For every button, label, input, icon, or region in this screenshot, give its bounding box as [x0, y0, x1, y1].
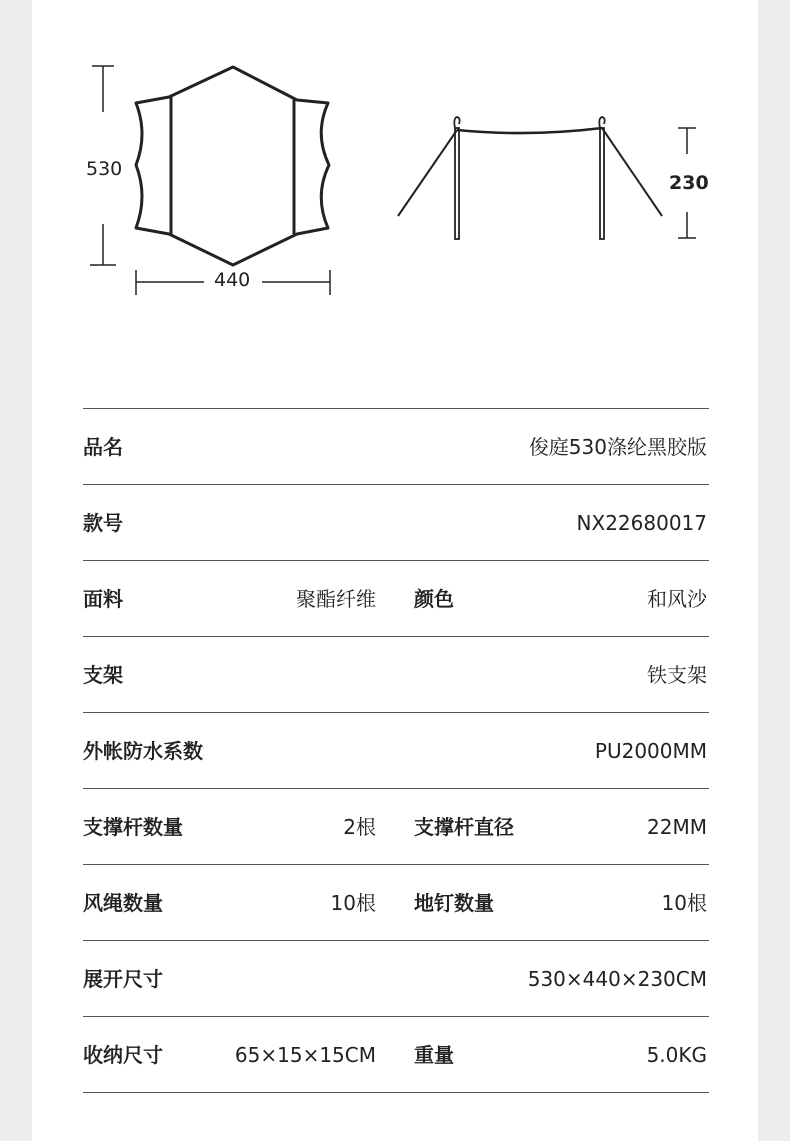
spec-value: 10根 [330, 891, 376, 915]
spec-row-frame [83, 637, 709, 713]
tarp-side-view [398, 117, 662, 239]
tarp-top-view [136, 67, 329, 265]
spec-value: NX22680017 [576, 511, 707, 535]
spec-label: 风绳数量 [83, 891, 163, 915]
spec-row-unfolded-size [83, 941, 709, 1017]
height-530-label: 530 [86, 158, 123, 180]
spec-value: 65×15×15CM [234, 1043, 376, 1067]
product-spec-page [32, 0, 758, 1141]
spec-label: 品名 [83, 435, 123, 459]
spec-value: 530×440×230CM [527, 967, 707, 991]
spec-value-2: 10根 [661, 891, 707, 915]
spec-row-poles [83, 789, 709, 865]
spec-row-ropes-stakes [83, 865, 709, 941]
spec-label: 面料 [83, 587, 123, 611]
spec-value: PU2000MM [594, 739, 707, 763]
spec-label-2: 地钉数量 [414, 891, 494, 915]
spec-value: 俊庭530涤纶黑胶版 [528, 435, 707, 459]
spec-table [83, 408, 709, 1093]
tent-diagram-svg [32, 0, 758, 320]
spec-label: 款号 [83, 511, 123, 535]
spec-value-2: 和风沙 [647, 587, 707, 611]
tent-diagrams [32, 0, 758, 320]
spec-row-product-name [83, 409, 709, 485]
spec-value: 铁支架 [647, 663, 707, 687]
spec-label-2: 重量 [414, 1043, 454, 1067]
spec-label: 外帐防水系数 [83, 739, 203, 763]
spec-value: 聚酯纤维 [296, 587, 376, 611]
width-440-label: 440 [214, 269, 251, 291]
spec-label: 展开尺寸 [83, 967, 163, 991]
spec-label: 收纳尺寸 [83, 1043, 163, 1067]
spec-label: 支架 [83, 663, 123, 687]
spec-value: 2根 [343, 815, 376, 839]
spec-label-2: 颜色 [414, 587, 454, 611]
spec-label: 支撑杆数量 [83, 815, 183, 839]
spec-value-2: 22MM [647, 815, 707, 839]
spec-row-packed-weight [83, 1017, 709, 1093]
spec-row-fabric-color [83, 561, 709, 637]
height-230-label: 230 [669, 172, 709, 194]
spec-value-2: 5.0KG [646, 1043, 707, 1067]
spec-row-waterproof [83, 713, 709, 789]
spec-row-model-number [83, 485, 709, 561]
spec-label-2: 支撑杆直径 [414, 815, 514, 839]
